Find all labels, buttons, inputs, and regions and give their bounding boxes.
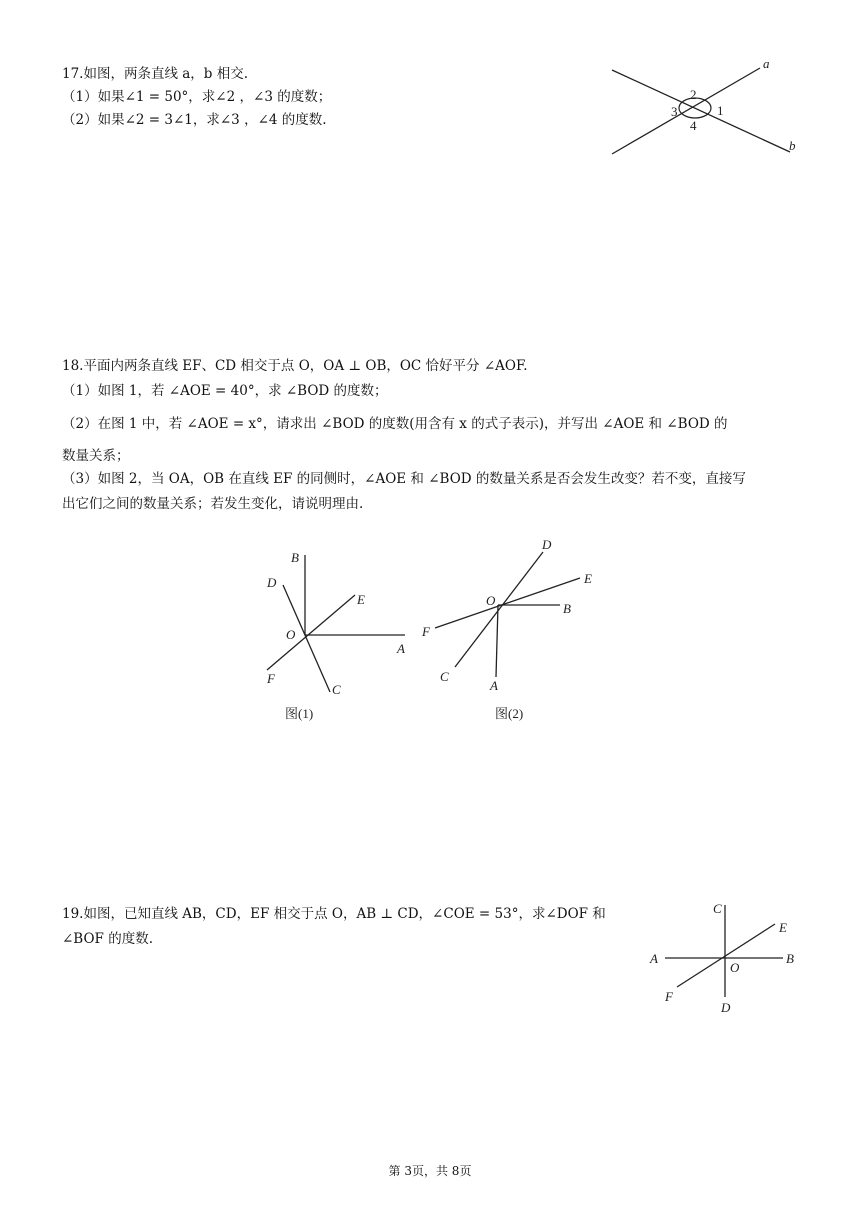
- ray-oa: [496, 605, 498, 677]
- label-b: B: [291, 550, 299, 565]
- label-c: C: [332, 682, 341, 697]
- label-e: E: [779, 920, 787, 935]
- caption-figure-2: 图(2): [495, 706, 524, 721]
- q18-figure-2: [420, 532, 610, 730]
- label-e: E: [584, 571, 592, 586]
- q19-stem-cont: ∠BOF 的度数.: [62, 931, 153, 947]
- label-o: O: [486, 593, 496, 608]
- label-d: D: [267, 575, 277, 590]
- q18-stem: 18.平面内两条直线 EF、CD 相交于点 O，OA ⊥ OB，OC 恰好平分 ∠AOF.: [62, 358, 528, 374]
- label-a: a: [763, 56, 770, 71]
- label-angle-1: 1: [717, 103, 724, 118]
- label-b: B: [786, 951, 794, 966]
- label-d: D: [721, 1000, 731, 1015]
- q18-figure-1: [255, 540, 425, 730]
- label-d: D: [542, 537, 552, 552]
- caption-figure-1: 图(1): [285, 706, 314, 721]
- q17-figure: [600, 56, 810, 166]
- label-f: F: [665, 989, 673, 1004]
- label-c: C: [713, 901, 722, 916]
- label-b: b: [789, 138, 796, 153]
- q17-part1: （1）如果∠1 = 50°，求∠2 ，∠3 的度数；: [62, 89, 332, 105]
- q19-figure: [645, 897, 815, 1022]
- label-f: F: [267, 671, 275, 686]
- label-f: F: [422, 624, 430, 639]
- label-a: A: [650, 951, 658, 966]
- q18-part3-cont: 出它们之间的数量关系；若发生变化，请说明理由.: [62, 496, 364, 512]
- q18-part3: （3）如图 2，当 OA，OB 在直线 EF 的同侧时，∠AOE 和 ∠BOD 的数量关系是否会发生改变？若不变，直接写: [62, 471, 746, 487]
- label-e: E: [357, 592, 365, 607]
- line-ef: [267, 595, 355, 670]
- q18-part2: （2）在图 1 中，若 ∠AOE = x°，请求出 ∠BOD 的度数(用含有 x 的式子表示)，并写出 ∠AOE 和 ∠BOD 的: [62, 416, 728, 432]
- q18-part1: （1）如图 1，若 ∠AOE = 40°，求 ∠BOD 的度数；: [62, 383, 388, 399]
- label-a: A: [490, 678, 498, 693]
- q18-part2-cont: 数量关系；: [62, 448, 130, 464]
- q17-stem: 17.如图，两条直线 a，b 相交.: [62, 66, 249, 82]
- label-angle-4: 4: [690, 118, 697, 133]
- label-angle-2: 2: [690, 87, 697, 102]
- line-dc: [455, 552, 543, 667]
- line-b: [612, 70, 790, 152]
- line-ef: [677, 924, 775, 987]
- label-o: O: [286, 627, 296, 642]
- page-footer: 第 3页，共 8页: [388, 1164, 472, 1178]
- q19-stem: 19.如图，已知直线 AB，CD，EF 相交于点 O，AB ⊥ CD，∠COE = 53°，求∠DOF 和: [62, 906, 606, 922]
- label-angle-3: 3: [671, 104, 678, 119]
- label-o: O: [730, 960, 740, 975]
- q17-part2: （2）如果∠2 = 3∠1，求∠3 ，∠4 的度数.: [62, 112, 327, 128]
- label-a: A: [397, 641, 405, 656]
- label-c: C: [440, 669, 449, 684]
- label-b: B: [563, 601, 571, 616]
- line-fe: [435, 578, 580, 628]
